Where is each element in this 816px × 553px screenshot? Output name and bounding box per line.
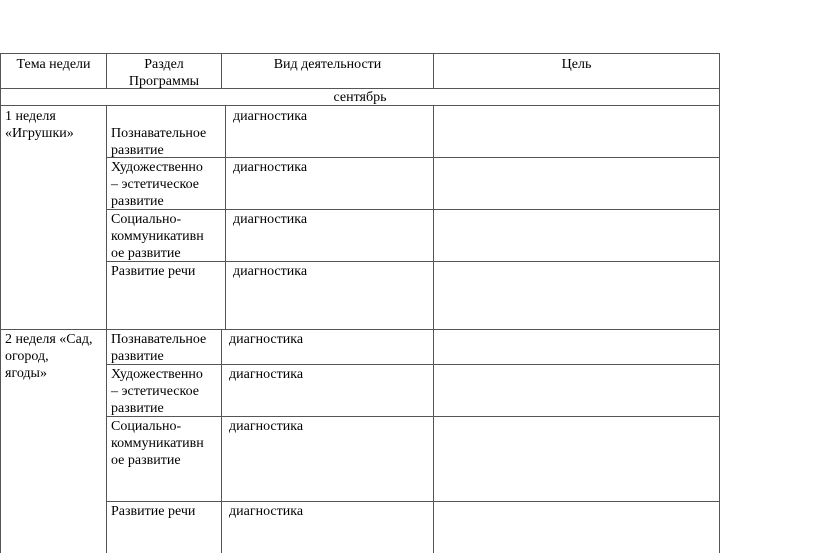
header-week: Тема недели <box>16 57 91 72</box>
section-cell: Социально- коммуникативн ое развитие <box>111 419 204 468</box>
section-cell: Познавательное развитие <box>111 332 207 364</box>
table-border <box>0 53 1 553</box>
activity-cell: диагностика <box>233 109 308 124</box>
month-label: сентябрь <box>333 90 387 105</box>
table-border <box>0 329 720 330</box>
section-cell: Развитие речи <box>111 264 196 279</box>
week-theme: 1 неделя «Игрушки» <box>5 109 74 141</box>
activity-cell: диагностика <box>229 419 304 434</box>
section-cell: Художественно – эстетическое развитие <box>111 160 203 209</box>
section-cell: Социально- коммуникативн ое развитие <box>111 212 204 261</box>
section-cell: Художественно – эстетическое развитие <box>111 367 203 416</box>
header-activity: Вид деятельности <box>273 57 382 72</box>
section-cell: Развитие речи <box>111 504 196 519</box>
section-cell: Познавательное развитие <box>111 126 207 158</box>
activity-cell: диагностика <box>229 332 304 347</box>
activity-cell: диагностика <box>233 212 308 227</box>
table-border <box>433 105 434 553</box>
activity-cell: диагностика <box>233 264 308 279</box>
table-border <box>106 501 720 502</box>
table-border <box>0 53 720 54</box>
header-goal: Цель <box>561 57 592 72</box>
activity-cell: диагностика <box>229 367 304 382</box>
week-theme: 2 неделя «Сад, огород, ягоды» <box>5 332 93 381</box>
activity-cell: диагностика <box>229 504 304 519</box>
table-border <box>225 105 226 329</box>
table-border <box>719 53 720 553</box>
table-border <box>106 105 107 553</box>
header-section: Раздел Программы <box>128 57 200 89</box>
activity-cell: диагностика <box>233 160 308 175</box>
